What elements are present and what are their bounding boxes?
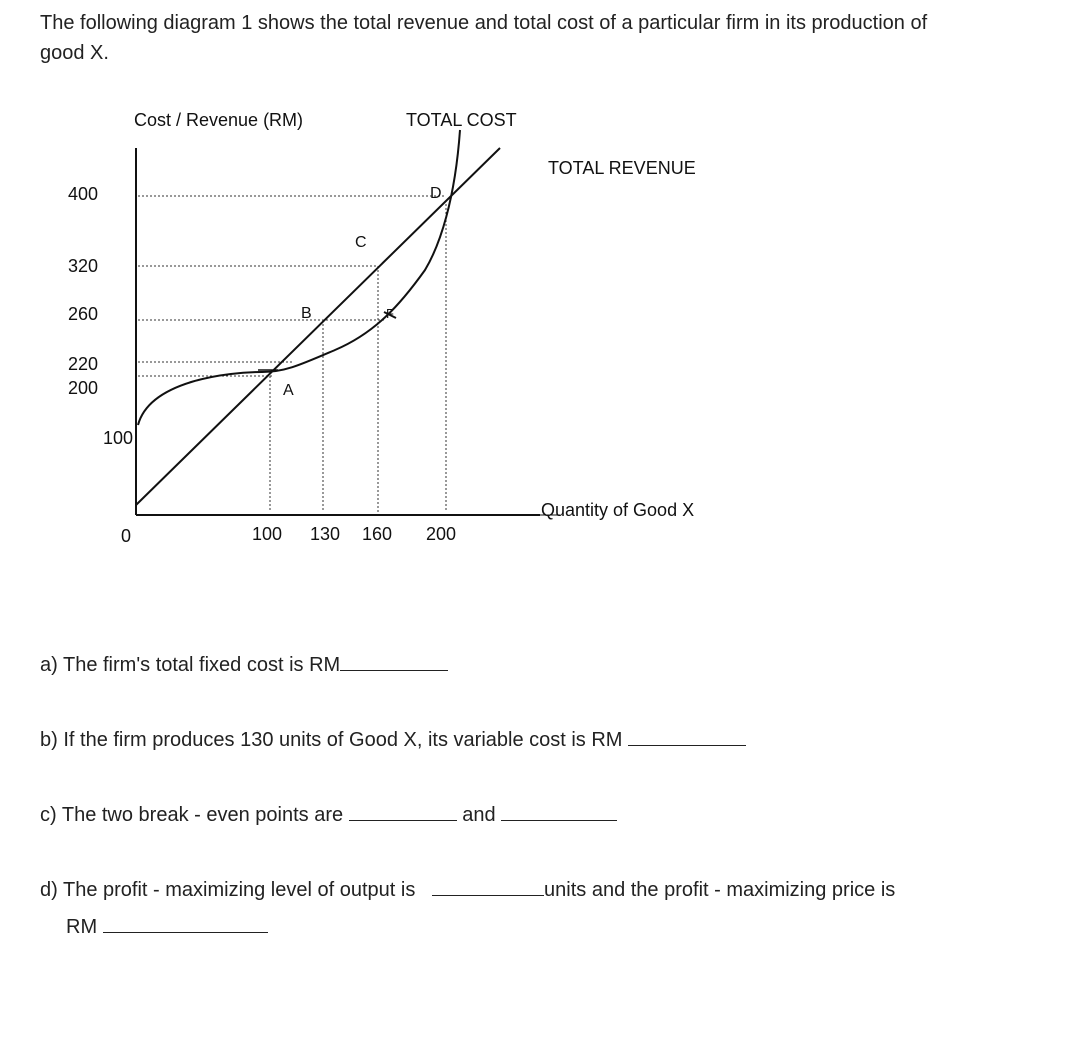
question-d-post: units and the profit - maximizing price is — [544, 879, 896, 901]
point-label-c: C — [355, 234, 367, 251]
question-b-text: b) If the firm produces 130 units of Good X, its variable cost is RM — [40, 729, 623, 751]
answer-d1-blank[interactable] — [432, 877, 544, 896]
total-revenue-label: TOTAL REVENUE — [548, 158, 696, 178]
total-cost-label: TOTAL COST — [406, 110, 517, 130]
question-d-rm — [66, 914, 268, 940]
question-a — [40, 652, 448, 678]
answer-c1-blank[interactable] — [349, 802, 457, 821]
y-tick-100: 100 — [103, 428, 134, 448]
y-tick-400: 400 — [67, 184, 99, 204]
intro-line-2: good X. — [40, 42, 109, 64]
answer-a-blank[interactable] — [340, 652, 448, 671]
question-b — [40, 727, 746, 753]
total-cost-curve — [138, 130, 460, 425]
x-axis-label: Quantity of Good X — [541, 500, 695, 520]
intro-line-1: The following diagram 1 shows the total revenue and total cost of a particular firm in its production of — [40, 12, 928, 34]
x-tick-0: 0 — [120, 526, 132, 546]
answer-d2-blank[interactable] — [103, 914, 268, 933]
y-tick-200: 200 — [67, 378, 99, 398]
answer-b-blank[interactable] — [628, 727, 746, 746]
y-tick-320: 320 — [67, 256, 99, 276]
question-d-rm-text: RM — [66, 916, 98, 938]
x-tick-100: 100 — [251, 524, 283, 544]
question-c — [40, 802, 617, 828]
x-tick-200: 200 — [425, 524, 457, 544]
y-axis-label: Cost / Revenue (RM) — [134, 110, 304, 130]
question-d-text: d) The profit - maximizing level of output is — [40, 879, 416, 901]
question-c-and: and — [462, 804, 496, 826]
point-label-d: D — [430, 185, 442, 202]
point-label-b: B — [301, 305, 312, 322]
x-tick-130: 130 — [309, 524, 341, 544]
answer-c2-blank[interactable] — [501, 802, 617, 821]
question-c-text: c) The two break - even points are — [40, 804, 344, 826]
y-tick-220: 220 — [67, 354, 99, 374]
total-revenue-line — [136, 148, 500, 505]
point-label-f: F — [386, 306, 394, 321]
question-a-text: a) The firm's total fixed cost is RM — [40, 654, 341, 676]
y-tick-260: 260 — [67, 304, 99, 324]
point-label-a: A — [283, 382, 294, 399]
x-tick-160: 160 — [361, 524, 393, 544]
question-d — [40, 877, 895, 903]
